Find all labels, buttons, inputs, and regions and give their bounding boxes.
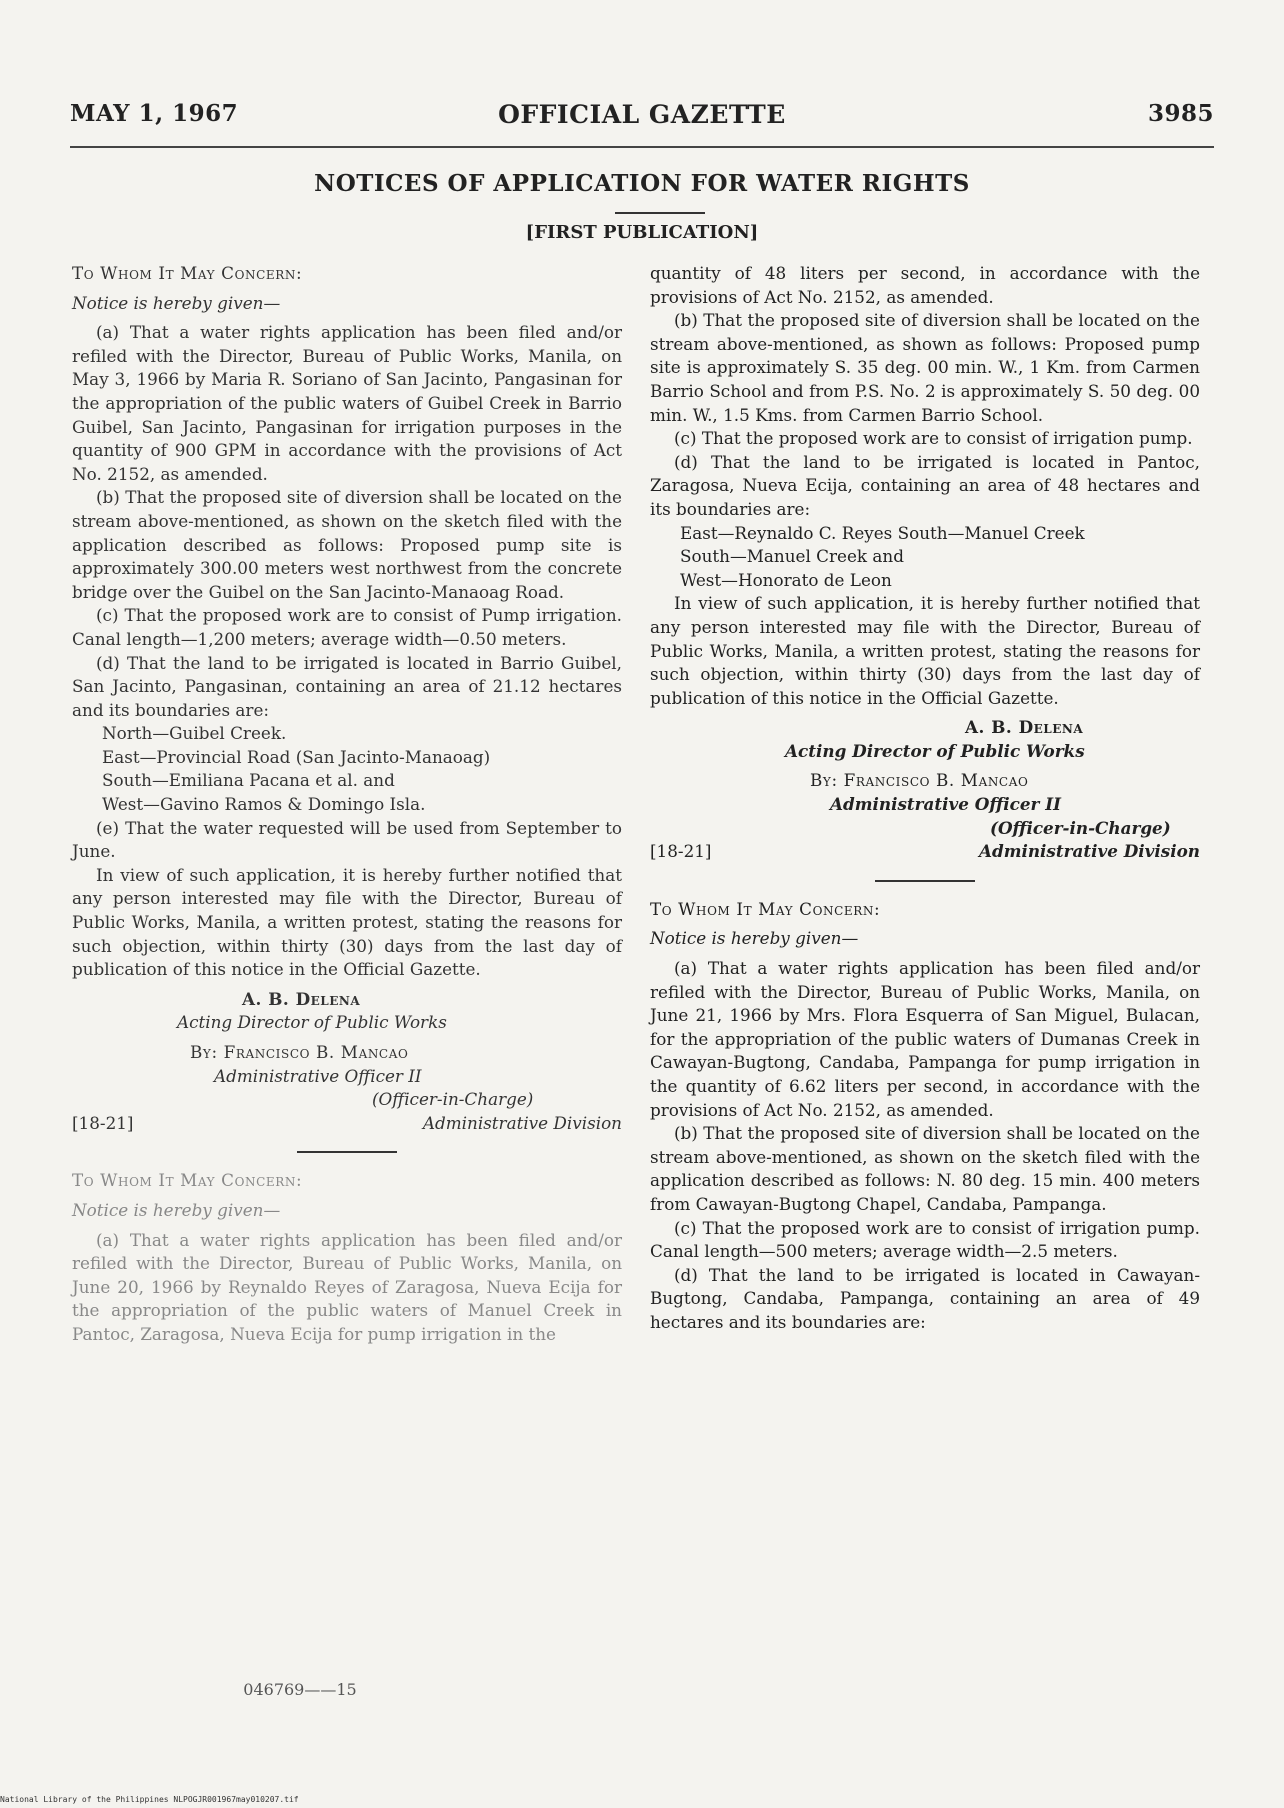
notice3-para-b: (b) That the proposed site of diversion shall be located on the stream above-mentioned, as shown on the sketch filed with the application described as follows: N. 80 deg. 15 min. 400 meters from Cawayan-Bugtong Chapel, Candaba, Pampanga. (650, 1123, 1200, 1214)
notice1-boundary-north: North—Guibel Creek. (102, 723, 287, 744)
notice2-para-c: (c) That the proposed work are to consist of irrigation pump. (674, 428, 1193, 449)
notice1-ref: [18-21] (72, 1112, 134, 1133)
notice1-ref-row (72, 1112, 622, 1136)
notice2-para-b: (b) That the proposed site of diversion shall be located on the stream above-mentioned, as shown as follows: Proposed pump site is approximately S. 35 deg. 00 min. W., 1 Km. from Carmen Barrio School and from P.S. No. 2 is approximately S. 50 deg. 00 min. W., 1.5 Kms. from Carmen Barrio School. (650, 310, 1200, 425)
notice1-signer-title: Acting Director of Public Works (177, 1012, 447, 1033)
notice2-view: In view of such application, it is hereby further notified that any person interested may file with the Director, Bureau of Public Works, Manila, a written protest, stating the reasons for such objection, within thirty (30) days from the last day of publication of this notice in the Official Gazette. (650, 593, 1200, 708)
notice1-boundary-south: South—Emiliana Pacana et al. and (102, 770, 395, 791)
notice2-ref-row (650, 840, 1200, 864)
section-subtitle: [FIRST PUBLICATION] (525, 222, 759, 243)
library-stamp: National Library of the Philippines NLPOGJR001967may010207.tif (0, 1795, 299, 1804)
notice2-signer: A. B. Delena (965, 717, 1084, 738)
notice3-para-a: (a) That a water rights application has been filed and/or refiled with the Director, Bureau of Public Works, Manila, on June 21, 1966 by Mrs. Flora Esquerra of San Miguel, Bulacan, for the appropriation of the public waters of Dumanas Creek in Cawayan-Bugtong, Candaba, Pampanga for pump irrigation in the quantity of 6.62 liters per second, in accordance with the provisions of Act No. 2152, as amended. (650, 958, 1200, 1120)
notice1-by-title: Administrative Officer II (214, 1065, 422, 1086)
notice1-boundary-west: West—Gavino Ramos & Domingo Isla. (102, 794, 426, 815)
notice2-signer-title: Acting Director of Public Works (785, 740, 1085, 761)
notice2-by-title: Administrative Officer II (830, 794, 1061, 815)
notice1-para-e: (e) That the water requested will be used from September to June. (72, 817, 622, 862)
section-title: NOTICES OF APPLICATION FOR WATER RIGHTS (314, 170, 970, 197)
left-column (72, 262, 622, 1347)
notice3-given: Notice is hereby given— (650, 928, 859, 949)
notice1-view: In view of such application, it is hereby further notified that any person interested may file with the Director, Bureau of Public Works, Manila, a written protest, stating the reasons for such objection, within thirty (30) days from the last day of publication of this notice in the Official Gazette. (72, 864, 622, 980)
notice3-para-c: (c) That the proposed work are to consist of irrigation pump. Canal length—500 meters; average width—2.5 meters. (650, 1217, 1200, 1262)
notice2-by-charge: (Officer-in-Charge) (990, 817, 1171, 838)
notice1-para-d: (d) That the land to be irrigated is located in Barrio Guibel, San Jacinto, Pangasinan, containing an area of 21.12 hectares and its boundaries are: (72, 652, 622, 720)
notice2-para-a-cont: quantity of 48 liters per second, in accordance with the provisions of Act No. 2152, as amended. (650, 263, 1200, 307)
notice1-para-a: (a) That a water rights application has been filed and/or refiled with the Director, Bureau of Public Works, Manila, on May 3, 1966 by Maria R. Soriano of San Jacinto, Pangasinan for the appropriation of the public waters of Guibel Creek in Barrio Guibel, San Jacinto, Pangasinan for irrigation purposes in the quantity of 900 GPM in accordance with the provisions of Act No. 2152, as amended. (72, 322, 622, 484)
notice2-start (72, 1169, 622, 1346)
header-rule (70, 146, 1214, 148)
notice2-by: By: Francisco B. Mancao (810, 770, 1029, 791)
notice1-boundary-east: East—Provincial Road (San Jacinto-Manaoag) (102, 746, 491, 767)
notice1-para-c: (c) That the proposed work are to consist of Pump irrigation. Canal length—1,200 meters; average width—0.50 meters. (72, 605, 622, 649)
publication-title: OFFICIAL GAZETTE (498, 100, 786, 129)
notice3-salutation: To Whom It May Concern: (650, 898, 881, 919)
title-divider (615, 212, 705, 214)
right-column (650, 262, 1200, 1335)
notice1-by: By: Francisco B. Mancao (190, 1042, 409, 1062)
notice2-boundary-east: East—Reynaldo C. Reyes South—Manuel Creek (680, 522, 1085, 543)
page-number: 3985 (1147, 100, 1214, 127)
notice1-salutation: To Whom It May Concern: (72, 263, 303, 283)
notice2-boundary-south: South—Manuel Creek and (680, 546, 904, 567)
notice-divider (875, 880, 975, 882)
notice1-division: Administrative Division (422, 1112, 622, 1133)
notice1-signer: A. B. Delena (242, 988, 361, 1009)
notice3-para-d: (d) That the land to be irrigated is located in Cawayan-Bugtong, Candaba, Pampanga, containing an area of 49 hectares and its boundaries are: (650, 1264, 1200, 1332)
running-header (70, 100, 1214, 134)
notice2-para-d: (d) That the land to be irrigated is located in Pantoc, Zaragosa, Nueva Ecija, containing an area of 48 hectares and its boundaries are: (650, 451, 1200, 519)
notice2-para-a: (a) That a water rights application has been filed and/or refiled with the Director, Bureau of Public Works, Manila, on June 20, 1966 by Reynaldo Reyes of Zaragosa, Nueva Ecija for the appropriation of the public waters of Manuel Creek in Pantoc, Zaragosa, Nueva Ecija for pump irrigation in the (72, 1229, 622, 1344)
notice2-boundary-west: West—Honorato de Leon (680, 569, 892, 590)
notice1-para-b: (b) That the proposed site of diversion shall be located on the stream above-mentioned, as shown on the sketch filed with the application described as follows: Proposed pump site is approximately 300.00 meters west northwest from the concrete bridge over the Guibel on the San Jacinto-Manaoag Road. (72, 487, 622, 602)
print-code: 046769——15 (243, 1680, 357, 1699)
issue-date: MAY 1, 1967 (70, 100, 239, 127)
notice-divider (297, 1151, 397, 1153)
notice2-ref: [18-21] (650, 841, 712, 862)
notice1-by-charge: (Officer-in-Charge) (372, 1089, 534, 1110)
notice2-given: Notice is hereby given— (72, 1199, 281, 1220)
notice2-division: Administrative Division (978, 841, 1200, 862)
notice1-given: Notice is hereby given— (72, 292, 281, 313)
notice2-salutation: To Whom It May Concern: (72, 1170, 303, 1191)
